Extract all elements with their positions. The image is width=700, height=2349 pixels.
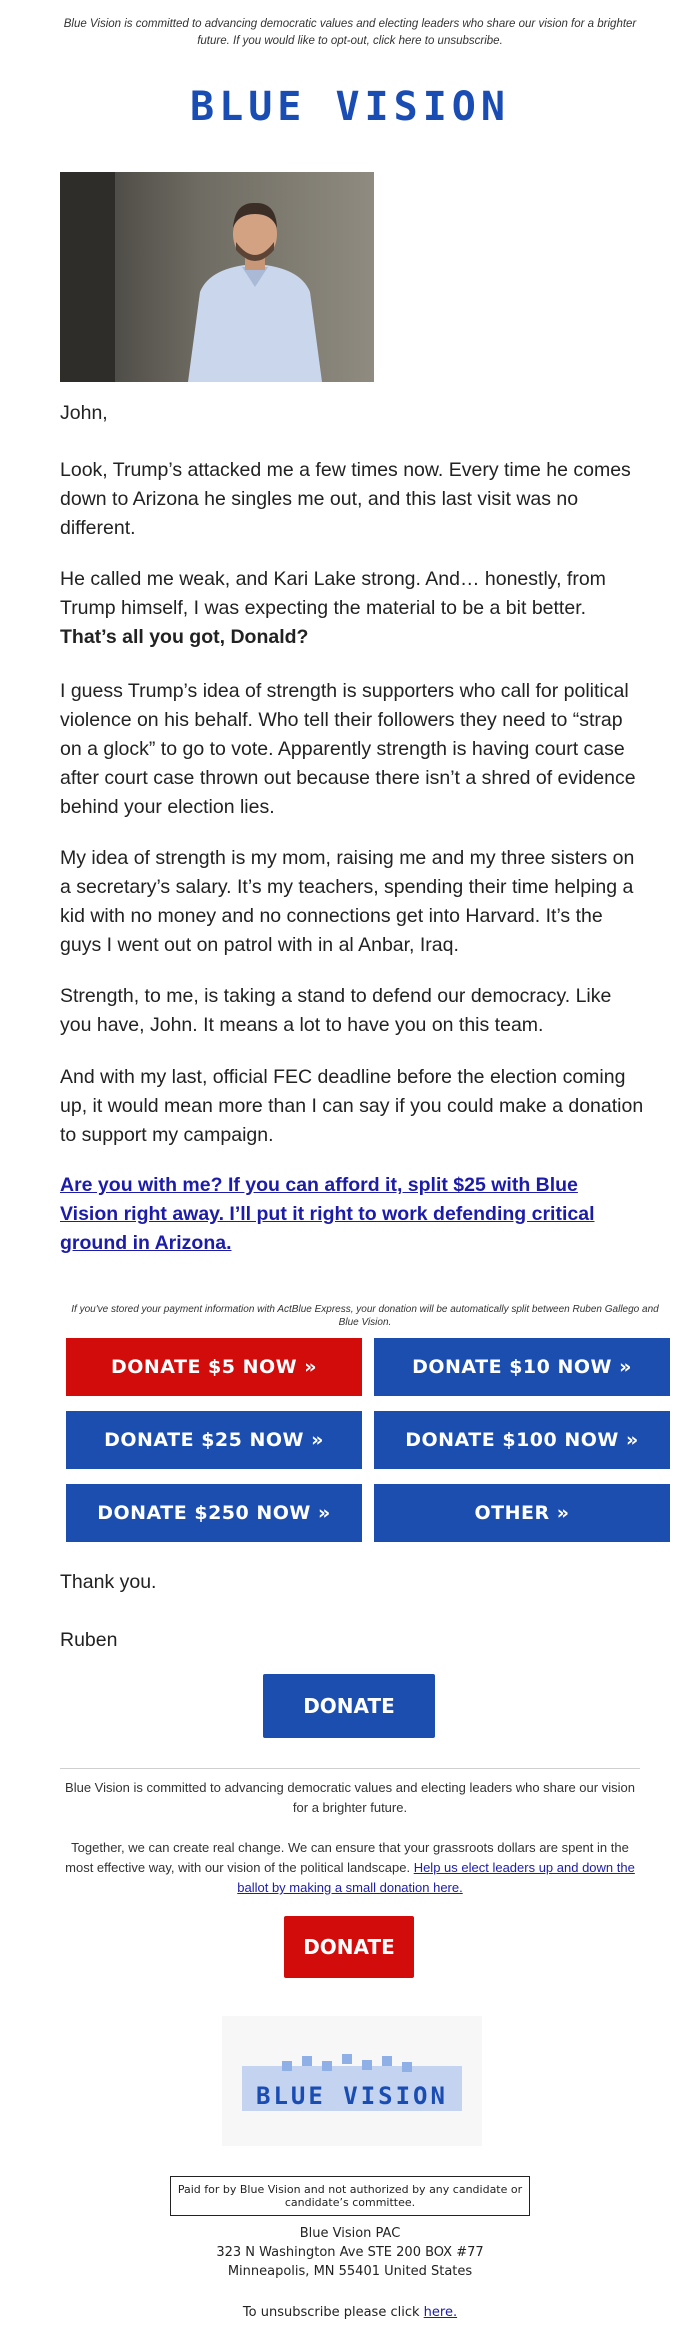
paragraph-5-text: Strength, to me, is taking a stand to defend our democracy. Like you have, John. It means a lot to have you on this team.: [60, 985, 612, 1036]
paragraph-2-text: He called me weak, and Kari Lake strong. And… honestly, from Trump himself, I was expecting the material to be a bit better.: [60, 568, 606, 619]
preheader-text[interactable]: Blue Vision is committed to advancing democratic values and electing leaders who share our vision for a brighter future. If you would like to opt-out, click here to unsubscribe.: [63, 18, 637, 47]
paragraph-5: [60, 982, 645, 1040]
address-line-3: Minneapolis, MN 55401 United States: [227, 2264, 473, 2279]
donate-100-button[interactable]: DONATE $100 NOW »: [374, 1411, 670, 1469]
paid-for-disclaimer: [170, 2176, 530, 2216]
signature: Ruben: [60, 1629, 118, 1651]
paragraph-6-text: And with my last, official FEC deadline before the election coming up, it would mean more than I can say if you could make a donation to support my campaign.: [60, 1066, 644, 1146]
footer-together: [60, 1838, 640, 1898]
paragraph-6: [60, 1063, 645, 1150]
paid-for-text: Paid for by Blue Vision and not authorized by any candidate or candidate’s committee.: [177, 2183, 523, 2209]
unsubscribe-prefix: To unsubscribe please click: [242, 2305, 420, 2320]
address-line-2: 323 N Washington Ave STE 200 BOX #77: [216, 2245, 484, 2260]
logo-text: BLUE VISION: [190, 84, 510, 130]
donate-10-button[interactable]: DONATE $10 NOW »: [374, 1338, 670, 1396]
paragraph-3-text: I guess Trump’s idea of strength is supporters who call for political violence on his behalf. Who tell their followers they need to “strap on a glock” to go to vote. Apparently strength is having court case after court case thrown out because there isn’t a shred of evidence behind your election lies.: [60, 680, 636, 818]
footer-together-text: Together, we can create real change. We can ensure that your grassroots dollars are spent in the most effective way, with our vision of the political landscape.: [65, 1840, 629, 1875]
donate-button-red[interactable]: DONATE: [284, 1916, 414, 1978]
paragraph-4: [60, 844, 645, 960]
blue-vision-logo-bottom: [222, 2016, 482, 2146]
paragraph-4-text: My idea of strength is my mom, raising me and my three sisters on a secretary’s salary. It’s my teachers, spending their time helping a kid with no money and no connections get into Harvard. It’s the guys I went out on patrol with in al Anbar, Iraq.: [60, 847, 635, 956]
actblue-split-note: If you've stored your payment information with ActBlue Express, your donation will be automatically split between Ruben Gallego and Blue Vision.: [71, 1304, 659, 1328]
unsubscribe-link[interactable]: here.: [423, 2305, 458, 2320]
footer-divider: [60, 1768, 640, 1769]
split-donation-link[interactable]: Are you with me? If you can afford it, split $25 with Blue Vision right away. I’ll put it right to work defending critical ground in Arizona.: [60, 1174, 595, 1254]
donate-250-button[interactable]: DONATE $250 NOW »: [66, 1484, 362, 1542]
mailing-address: [0, 2224, 700, 2281]
candidate-photo: [60, 172, 374, 382]
donate-5-button[interactable]: DONATE $5 NOW »: [66, 1338, 362, 1396]
paragraph-2: [60, 565, 645, 652]
donate-25-button[interactable]: DONATE $25 NOW »: [66, 1411, 362, 1469]
footer-help-link[interactable]: Help us elect leaders up and down the ballot by making a small donation here.: [237, 1860, 635, 1895]
paragraph-1: [60, 456, 645, 543]
paragraph-3: [60, 677, 645, 822]
greeting: John,: [60, 402, 108, 424]
paragraph-1-text: Look, Trump’s attacked me a few times now. Every time he comes down to Arizona he singles me out, and this last visit was no different.: [60, 459, 631, 539]
donate-other-button[interactable]: OTHER »: [374, 1484, 670, 1542]
logo-bottom-text: BLUE VISION: [256, 2082, 448, 2110]
paragraph-2-bold: That’s all you got, Donald?: [60, 626, 309, 648]
blue-vision-logo: [0, 84, 700, 130]
footer-mission: Blue Vision is committed to advancing democratic values and electing leaders who share our vision for a brighter future.: [65, 1780, 635, 1815]
closing-thanks: Thank you.: [60, 1571, 157, 1593]
unsubscribe-line: [0, 2305, 700, 2320]
address-line-1: Blue Vision PAC: [299, 2226, 401, 2241]
donate-button-blue[interactable]: DONATE: [263, 1674, 435, 1738]
